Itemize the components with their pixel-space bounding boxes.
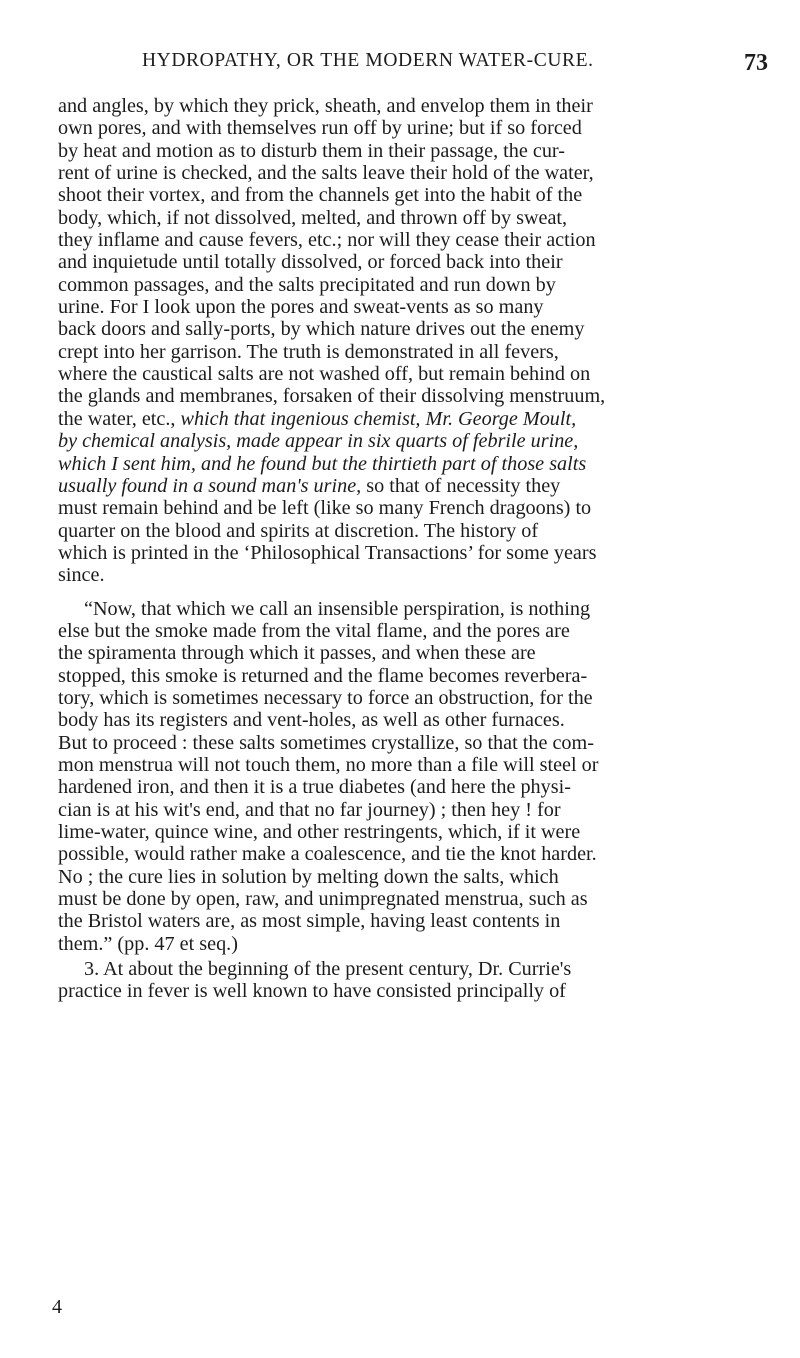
text-line: cian is at his wit's end, and that no far journey) ; then hey ! for: [58, 798, 561, 821]
page-number: 73: [744, 50, 768, 76]
text-line: by heat and motion as to disturb them in their passage, the cur-: [58, 139, 565, 162]
text-line: the water, etc., which that ingenious chemist, Mr. George Moult,: [58, 407, 577, 430]
paragraph: [58, 95, 770, 587]
text-line: must remain behind and be left (like so many French dragoons) to: [58, 497, 592, 520]
text-line: tory, which is sometimes necessary to force an obstruction, for the: [58, 686, 593, 709]
text-line: [58, 430, 770, 452]
italic-text: by chemical analysis, made appear in six quarts of febrile urine,: [58, 430, 579, 453]
text-line: stopped, this smoke is returned and the flame becomes reverbera-: [58, 664, 588, 687]
text-line: mon menstrua will not touch them, no more than a file will steel or: [58, 753, 599, 776]
text-line: [58, 453, 770, 475]
running-head-title: HYDROPATHY, OR THE MODERN WATER-CURE.: [142, 50, 594, 71]
text-line: 3. At about the beginning of the present century, Dr. Currie's: [84, 958, 572, 981]
text-line: own pores, and with themselves run off by urine; but if so forced: [58, 117, 582, 140]
body-text: [58, 95, 770, 1003]
text-line: the glands and membranes, forsaken of their dissolving menstruum,: [58, 385, 606, 408]
paragraph: [58, 598, 770, 956]
text-line: shoot their vortex, and from the channels get into the habit of the: [58, 184, 583, 207]
text-line: they inflame and cause fevers, etc.; nor will they cease their action: [58, 229, 596, 252]
text-line: back doors and sally-ports, by which nature drives out the enemy: [58, 318, 585, 341]
text-line: practice in fever is well known to have consisted principally of: [58, 980, 566, 1003]
text-line: rent of urine is checked, and the salts leave their hold of the water,: [58, 162, 594, 185]
text-line: lime-water, quince wine, and other restringents, which, if it were: [58, 821, 581, 843]
text-line: quarter on the blood and spirits at discretion. The history of: [58, 519, 539, 542]
text-line: But to proceed : these salts sometimes crystallize, so that the com-: [58, 731, 594, 754]
signature-mark: 4: [52, 1296, 62, 1318]
text-line: “Now, that which we call an insensible perspiration, is nothing: [84, 597, 591, 620]
italic-text: usually found in a sound man's urine,: [58, 474, 362, 497]
paragraph: [58, 958, 770, 1003]
text-line: the Bristol waters are, as most simple, having least contents in: [58, 910, 561, 933]
text-line: where the caustical salts are not washed off, but remain behind on: [58, 363, 591, 386]
text-line: and angles, by which they prick, sheath, and envelop them in their: [58, 95, 593, 117]
text-line: usually found in a sound man's urine, so that of necessity they: [58, 474, 561, 497]
text-line: body has its registers and vent-holes, as well as other furnaces.: [58, 709, 565, 732]
text-line: else but the smoke made from the vital flame, and the pores are: [58, 619, 570, 642]
italic-text: which that ingenious chemist, Mr. George Moult,: [180, 407, 577, 430]
text-line: No ; the cure lies in solution by melting down the salts, which: [58, 865, 559, 888]
text-line: which is printed in the ‘Philosophical Transactions’ for some years: [58, 541, 597, 564]
text-line: and inquietude until totally dissolved, or forced back into their: [58, 251, 563, 274]
text-line: hardened iron, and then it is a true diabetes (and here the physi-: [58, 776, 571, 799]
text-line: them.” (pp. 47 et seq.): [58, 932, 238, 955]
text-line: must be done by open, raw, and unimpregnated menstrua, such as: [58, 888, 588, 911]
text-line: the spiramenta through which it passes, and when these are: [58, 642, 536, 665]
italic-text: which I sent him, and he found but the thirtieth part of those salts: [58, 452, 587, 475]
text-line: body, which, if not dissolved, melted, and thrown off by sweat,: [58, 206, 568, 229]
text-line: crept into her garrison. The truth is demonstrated in all fevers,: [58, 340, 559, 363]
text-line: since.: [58, 564, 105, 587]
text-line: possible, would rather make a coalescence, and tie the knot harder.: [58, 843, 597, 866]
text-line: common passages, and the salts precipitated and run down by: [58, 273, 556, 296]
text-line: urine. For I look upon the pores and sweat-vents as so many: [58, 296, 544, 319]
